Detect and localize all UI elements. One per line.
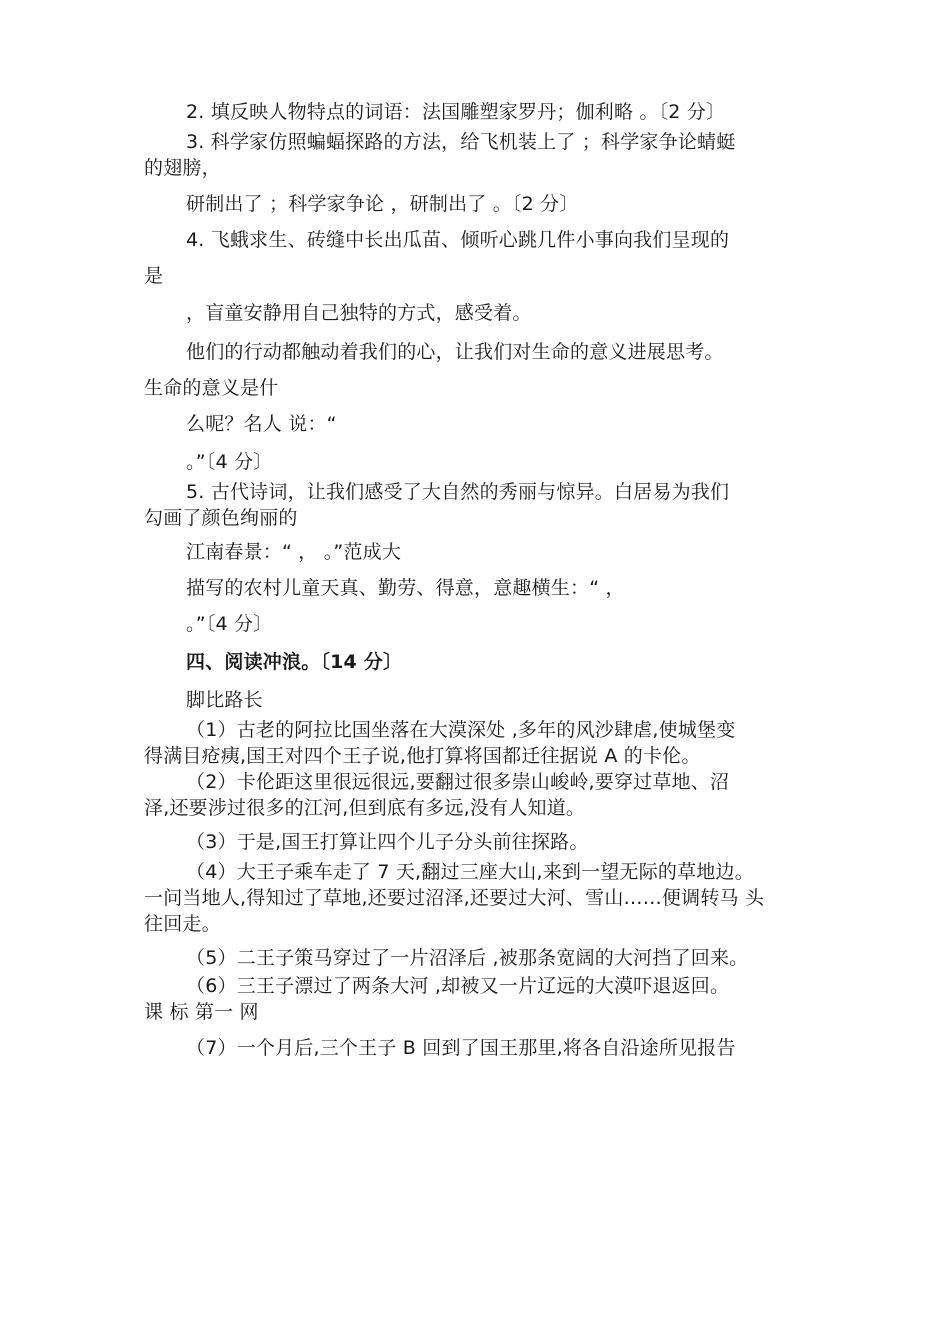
question-4-line-thought: 他们的行动都触动着我们的心，让我们对生命的意义进展思考。 <box>186 341 724 363</box>
paragraph-1-line-2: 得满目疮痍,国王对四个王子说,他打算将国都迁往据说 A 的卡伦。 <box>144 745 701 767</box>
question-5-line: 5. 古代诗词，让我们感受了大自然的秀丽与惊异。白居易为我们 <box>186 481 730 503</box>
section-4-heading: 四、阅读冲浪。〔14 分〕 <box>186 651 403 673</box>
paragraph-3-line-1: （3）于是,国王打算让四个儿子分头前往探路。 <box>186 831 589 853</box>
paragraph-2-line-1: （2）卡伦距这里很远很远,要翻过很多崇山峻岭,要穿过草地、沼 <box>186 771 730 793</box>
question-5-line-spring: 江南春景：“ ， 。”范成大 <box>186 541 402 563</box>
question-3-line: 3. 科学家仿照蝙蝠探路的方法，给飞机装上了 ；科学家争论蜻蜓 <box>186 131 736 153</box>
question-4-line: 4. 飞蛾求生、砖缝中长出瓜苗、倾听心跳几件小事向我们呈现的 <box>186 229 730 251</box>
question-3-line-end: 研制出了 ；科学家争论 ，研制出了 。〔2 分〕 <box>186 193 579 215</box>
paragraph-6-line-1: （6）三王子漂过了两条大河 ,却被又一片辽远的大漠吓退返回。 <box>186 975 730 997</box>
watermark-text: 课 标 第一 网 <box>144 1001 259 1023</box>
question-4-line-meaning: 生命的意义是什 <box>144 377 279 399</box>
question-4-line-quote: 么呢？名人 说：“ <box>186 413 337 435</box>
question-5-line-score: 。”〔4 分〕 <box>186 613 273 635</box>
question-4-line-cont: 是 <box>144 265 164 287</box>
question-3-line-cont: 的翅膀， <box>144 157 221 179</box>
paragraph-4-line-3: 往回走。 <box>144 913 221 935</box>
question-4-line-score: 。”〔4 分〕 <box>186 451 273 473</box>
question-5-line-children: 描写的农村儿童天真、勤劳、得意，意趣横生：“ ， <box>186 577 625 599</box>
question-4-line-blank: ，盲童安静用自己独特的方式，感受着。 <box>186 302 532 324</box>
question-5-line-cont: 勾画了颜色绚丽的 <box>144 507 298 529</box>
paragraph-7-line-1: （7）一个月后,三个王子 B 回到了国王那里,将各自沿途所见报告 <box>186 1037 736 1059</box>
paragraph-1-line-1: （1）古老的阿拉比国坐落在大漠深处 ,多年的风沙肆虐,使城堡变 <box>186 719 736 741</box>
question-2-line: 2. 填反映人物特点的词语：法国雕塑家罗丹；伽利略 。〔2 分〕 <box>186 101 726 123</box>
paragraph-4-line-2: 一问当地人,得知过了草地,还要过沼泽,还要过大河、雪山……便调转马 头 <box>144 887 765 909</box>
paragraph-2-line-2: 泽,还要涉过很多的江河,但到底有多远,没有人知道。 <box>144 797 586 819</box>
reading-title: 脚比路长 <box>186 689 263 711</box>
paragraph-4-line-1: （4）大王子乘车走了 7 天,翻过三座大山,来到一望无际的草地边。 <box>186 861 754 883</box>
paragraph-5-line-1: （5）二王子策马穿过了一片沼泽后 ,被那条宽阔的大河挡了回来。 <box>186 947 749 969</box>
